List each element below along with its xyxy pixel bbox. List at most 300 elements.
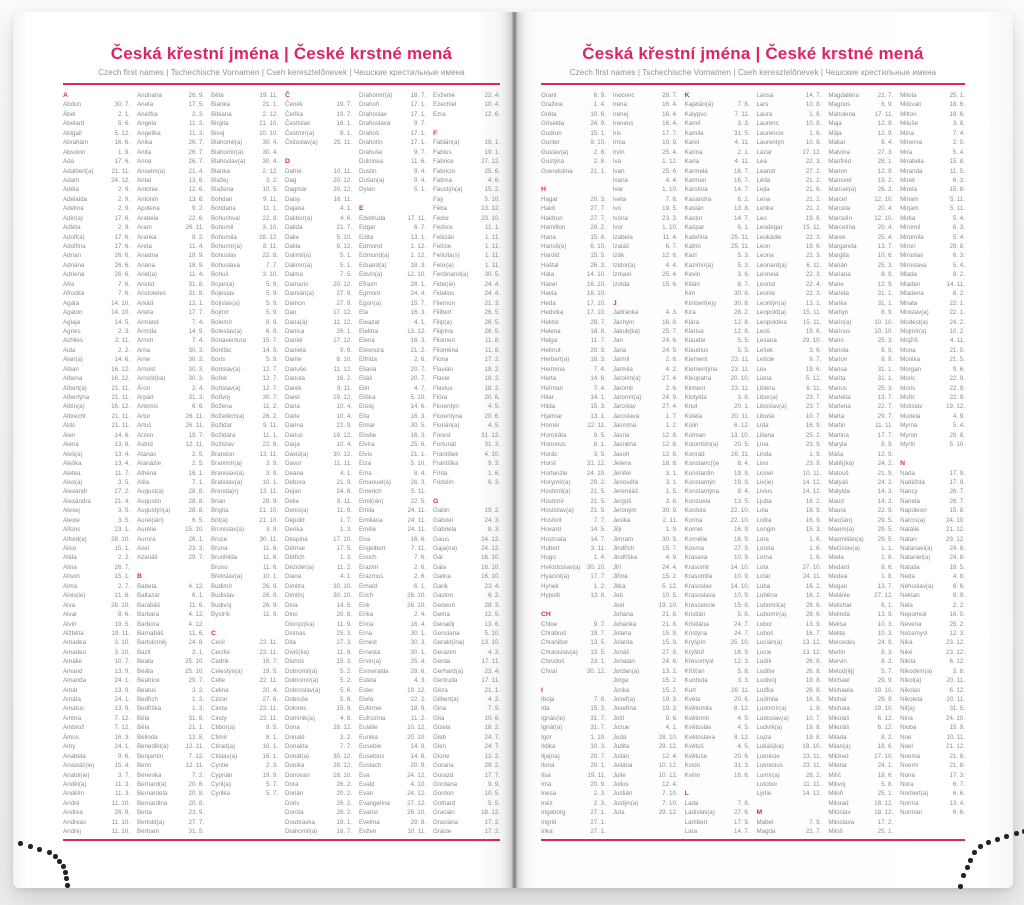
name-entry [541,516,606,525]
given-name: Nepomuk [900,611,927,619]
name-entry [900,100,965,109]
name-day-date: 4. 1. [413,318,426,326]
name-day-date: 12. 9. [877,167,894,175]
name-day-date: 10. 7. [805,714,822,722]
name-day-date: 13. 7. [877,243,894,250]
name-day-date: 26. 6. [114,261,130,269]
name-entry [137,355,204,364]
name-entry [63,412,130,421]
given-name: Neda [900,573,915,581]
name-entry [211,469,278,478]
name-day-date: 30. 10. [333,582,352,590]
given-name: Lukrécie [756,752,780,760]
name-entry [685,553,750,562]
name-entry [433,431,500,440]
name-day-date: 26. 7. [114,563,130,571]
name-day-date: 18. 3. [410,261,426,269]
name-day-date: 23. 1. [114,526,130,534]
name-day-date: 2. 2. [952,601,965,609]
given-name: Dalida [285,224,303,232]
name-day-date: 19. 8. [805,724,822,732]
given-name: Leodegar [756,224,783,232]
name-day-date: 27. 2. [805,167,822,175]
name-entry [900,355,965,364]
name-day-date: 2. 5. [191,460,204,468]
name-day-date: 12. 8. [734,327,750,335]
name-entry [285,374,352,383]
column-spacer [900,450,965,459]
given-name: Arleta [137,309,154,317]
given-name: Iva [612,158,622,166]
name-day-date: 22. 1. [949,299,965,307]
name-day-date: 3. 1. [665,469,678,477]
name-entry [433,204,500,213]
given-name: Emiliána [359,516,383,524]
name-entry [613,374,678,383]
given-name: Krescencie [684,601,716,609]
given-name: Lucie [756,648,772,656]
given-name: Dona [285,724,300,732]
given-name: Bohuš [211,271,229,279]
given-name: Lujza [756,733,772,741]
given-name: Alžběta [63,629,84,637]
name-entry [63,365,130,374]
name-entry [137,469,204,478]
given-name: Arzen [137,431,154,439]
given-name: Celina [211,686,229,694]
name-entry [285,431,352,440]
given-name: Aranka [137,233,157,241]
name-entry [613,346,678,355]
given-name: Ladislav(a) [684,809,715,817]
name-day-date: 22. 10. [730,516,750,524]
name-entry [828,100,893,109]
name-entry [541,799,606,808]
name-day-date: 19. 10. [874,705,894,713]
given-name: Ella [359,412,370,420]
name-day-date: 1. 10. [590,733,606,741]
name-entry [63,629,130,638]
given-name: Miloň [828,790,844,798]
name-entry [211,412,278,421]
name-entry [756,723,821,732]
given-name: Alice [63,545,77,552]
name-entry [756,695,821,704]
given-name: Aristoteles [137,290,166,298]
given-name: Kordula [684,507,706,515]
given-name: Mnislav(a) [900,309,929,317]
name-entry [285,280,352,289]
given-name: Kasandra [684,195,712,203]
name-entry [433,478,500,487]
page-title: Česká křestní jména | České krstné mená [582,44,924,63]
name-entry [211,497,278,506]
name-entry [756,280,821,289]
given-name: Maja [828,120,842,128]
given-name: Nona [900,771,915,779]
name-day-date: 7. 7. [265,261,278,269]
name-day-date: 24. 12. [481,545,500,552]
name-entry [756,714,821,723]
name-entry [433,440,500,449]
name-entry [433,553,500,562]
name-day-date: 16. 3. [410,337,426,345]
name-day-date: 3. 8. [952,667,965,675]
given-name: Hostimil(a) [541,488,571,496]
name-day-date: 28. 7. [590,318,606,326]
name-entry [613,525,678,534]
name-entry [900,771,965,780]
name-entry [359,516,426,525]
name-entry [756,827,821,836]
name-day-date: 24. 9. [877,639,894,647]
name-entry [756,251,821,260]
name-entry [900,497,965,506]
given-name: Milan(a) [828,743,851,751]
name-entry [756,544,821,553]
name-day-date: 6. 10. [336,356,352,364]
given-name: Bojan(a) [211,280,235,288]
name-day-date: 26. 2. [336,799,352,807]
name-day-date: 13. 4. [114,450,130,458]
given-name: Dino [285,611,298,619]
name-day-date: 16. 2. [805,497,822,505]
name-day-date: 14. 7. [590,535,606,543]
name-day-date: 23. 3. [188,545,204,552]
name-day-date: 10. 4. [336,412,352,420]
name-entry [828,638,893,647]
given-name: Jesika [612,516,631,524]
given-name: Deana [285,469,304,477]
given-name: Magnus [828,101,851,109]
name-entry [359,601,426,610]
name-day-date: 17. 10. [333,535,352,543]
given-name: Leoš [756,327,770,335]
name-entry [433,695,500,704]
name-day-date: 2. 2. [117,346,130,354]
given-name: Jana [612,346,627,354]
given-name: Blahoslav(a) [211,158,246,166]
name-day-date: 5. 12. [114,129,130,137]
name-day-date: 27. 12. [407,799,426,807]
name-entry [285,138,352,147]
name-entry [137,629,204,638]
name-entry [541,742,606,751]
letter-header: F [433,129,438,137]
given-name: Bertold(a) [137,818,165,826]
given-name: Emanuel(a) [359,478,391,486]
name-entry [613,799,678,808]
name-entry [63,733,130,742]
name-entry [900,195,965,204]
name-day-date: 23. 4. [484,582,500,590]
given-name: Filip(a) [433,318,452,326]
name-day-date: 21. 3. [484,299,500,307]
name-day-date: 20. 11. [731,412,750,420]
name-entry [137,704,204,713]
name-day-date: 17. 6. [114,214,130,222]
given-name: Bruce [211,535,228,543]
name-entry [359,270,426,279]
name-entry [433,761,500,770]
name-entry [541,827,606,836]
name-day-date: 20. 7. [410,375,426,383]
name-day-date: 28. 12. [333,762,352,770]
name-entry [285,440,352,449]
given-name: Arabela [137,214,159,222]
name-day-date: 4. 3. [487,648,500,656]
name-entry [359,771,426,780]
name-day-date: 16. 2. [805,592,822,600]
name-day-date: 5. 9. [265,280,278,288]
name-entry [211,204,278,213]
name-entry [685,620,750,629]
name-entry [685,799,750,808]
name-entry [828,497,893,506]
name-entry [828,582,893,591]
given-name: Chrabroš [541,629,567,637]
name-day-date: 26. 3. [877,186,894,194]
name-entry [137,657,204,666]
given-name: Klaudie [684,337,706,345]
given-name: Elza [359,460,372,468]
name-entry [685,459,750,468]
given-name: Dana(á) [285,318,308,326]
name-entry [359,421,426,430]
name-column [433,91,500,838]
given-name: Máša [828,450,844,458]
name-entry [828,544,893,553]
given-name: Iris [612,129,622,137]
name-entry [756,704,821,713]
given-name: Eleonora [359,346,384,354]
name-day-date: 21. 6. [805,186,822,194]
name-entry [541,789,606,798]
name-day-date: 14. 1. [590,394,606,401]
name-entry [756,308,821,317]
given-name: Ctislav(a) [211,752,238,760]
given-name: Alex(a) [63,478,83,486]
name-entry [900,365,965,374]
name-day-date: 17. 11. [481,658,500,666]
given-name: Hyacint(a) [541,573,570,581]
given-name: Homér [541,422,560,430]
given-name: Arnold [137,365,155,373]
given-name: Dobromil(a) [285,667,318,675]
name-entry [359,251,426,260]
given-name: Martin [828,422,846,430]
name-day-date: 14. 8. [410,752,426,760]
given-name: Evžen [359,828,377,836]
name-day-date: 2. 11. [114,337,130,345]
name-day-date: 19. 3. [662,705,678,713]
name-entry [359,780,426,789]
letter-header: I [541,686,543,694]
given-name: Edmund(a) [359,252,390,260]
given-name: Brandon [211,450,235,458]
given-name: Karina [684,148,703,156]
given-name: Hostislav(a) [541,507,574,515]
given-name: Ariel(a) [137,271,157,279]
name-day-date: 13. 12. [802,639,822,647]
name-entry [613,695,678,704]
name-day-date: 24. 5. [662,346,678,354]
name-day-date: 11. 6. [262,563,278,571]
name-day-date: 12. 10. [407,271,426,279]
name-day-date: 9. 9. [952,592,965,600]
name-day-date: 11. 6. [262,545,278,552]
given-name: Gerald(ína) [433,639,465,647]
name-day-date: 9. 11. [336,384,352,392]
given-name: Esmeralda [359,667,389,675]
name-day-date: 13. 7. [877,582,894,590]
name-entry [359,365,426,374]
given-name: Evald [359,780,375,788]
name-day-date: 20. 8. [188,790,204,798]
name-day-date: 5. 11. [949,195,965,203]
name-entry [285,487,352,496]
lace-dot [1004,834,1009,839]
name-entry [685,280,750,289]
name-entry [433,667,500,676]
name-entry [828,752,893,761]
name-day-date: 21. 2. [805,205,822,213]
given-name: Cyprián [211,771,233,779]
name-day-date: 16. 3. [590,356,606,364]
given-name: Děpold [285,516,305,524]
name-day-date: 12. 6. [188,186,204,194]
name-entry [541,582,606,591]
name-day-date: 6. 9. [265,327,278,335]
name-entry [137,393,204,402]
given-name: Gál [433,554,443,562]
name-entry [137,601,204,610]
name-entry [756,742,821,751]
given-name: Abdon [63,101,81,109]
given-name: Budivoj [211,601,232,609]
name-entry [613,233,678,242]
name-day-date: 20. 9. [590,780,606,788]
name-entry [137,129,204,138]
given-name: Dobromír(a) [285,677,319,685]
given-name: Ariadna [137,252,159,260]
given-name: Florián(a) [433,422,460,430]
name-entry [613,582,678,591]
given-name: Joel [612,601,625,609]
given-name: Elin [359,384,370,392]
name-day-date: 21. 12. [946,526,965,534]
given-name: Branislav(a) [211,469,245,477]
given-name: Muriela [900,412,921,420]
name-entry [541,525,606,534]
name-entry [541,138,606,147]
name-entry [359,610,426,619]
given-name: Lucián(a) [756,639,783,647]
name-entry [756,195,821,204]
name-day-date: 23. 10. [481,214,500,222]
given-name: Lída [756,422,769,430]
name-day-date: 3. 2. [191,686,204,694]
name-day-date: 15. 5. [590,252,606,260]
name-day-date: 6. 12. [877,714,894,722]
name-entry [756,365,821,374]
given-name: Darek [285,384,302,392]
given-name: Jelena [612,460,632,468]
name-entry [685,591,750,600]
given-name: Ivona [612,214,628,222]
name-day-date: 26. 3. [590,261,606,269]
given-name: Nioba [900,724,917,732]
given-name: Alen [63,431,76,439]
given-name: Hostimír [541,497,565,505]
name-entry [900,440,965,449]
name-day-date: 14. 3. [877,497,894,505]
name-day-date: 15. 3. [805,526,822,534]
name-entry [828,308,893,317]
name-entry [541,761,606,770]
given-name: Bruno [211,563,228,571]
name-entry [211,752,278,761]
given-name: Boris [211,356,226,364]
name-entry [685,346,750,355]
name-entry [285,204,352,213]
name-entry [285,299,352,308]
name-entry [63,204,130,213]
name-day-date: 4. 1. [339,469,352,477]
given-name: Flavie [433,375,450,383]
name-day-date: 29. 9. [877,696,894,703]
given-name: Bivoj [211,129,225,137]
given-name: Dina [285,601,298,609]
name-day-date: 5. 11. [410,488,426,496]
given-name: Erik [359,601,370,609]
name-entry [285,657,352,666]
name-day-date: 10. 7. [805,412,822,420]
name-entry [613,657,678,666]
column-spacer [433,119,500,128]
name-day-date: 27. 1. [590,818,606,826]
given-name: Arna [137,346,151,354]
given-name: Mečislav(a) [828,545,860,552]
name-entry [285,591,352,600]
name-entry [541,497,606,506]
given-name: Matyáš [828,478,849,486]
name-entry [756,620,821,629]
name-day-date: 17. 1. [410,129,426,137]
name-day-date: 21. 11. [111,394,130,401]
given-name: Andrej [63,828,81,836]
name-entry [613,91,678,100]
name-day-date: 2. 12. [262,167,278,175]
name-entry [613,308,678,317]
name-day-date: 13. 6. [188,176,204,184]
name-entry [828,138,893,147]
name-entry [433,723,500,732]
name-entry [900,129,965,138]
name-entry [756,591,821,600]
given-name: Havel [541,280,557,288]
name-day-date: 8. 1. [593,441,606,449]
name-day-date: 7. 4. [952,129,965,137]
name-day-date: 26. 8. [805,686,822,694]
name-entry [828,478,893,487]
given-name: Ilona [541,762,555,770]
given-name: Ilsa [541,771,551,779]
name-entry [433,780,500,789]
name-day-date: 11. 5. [949,167,965,175]
given-name: Lína [756,441,769,449]
name-entry [63,119,130,128]
